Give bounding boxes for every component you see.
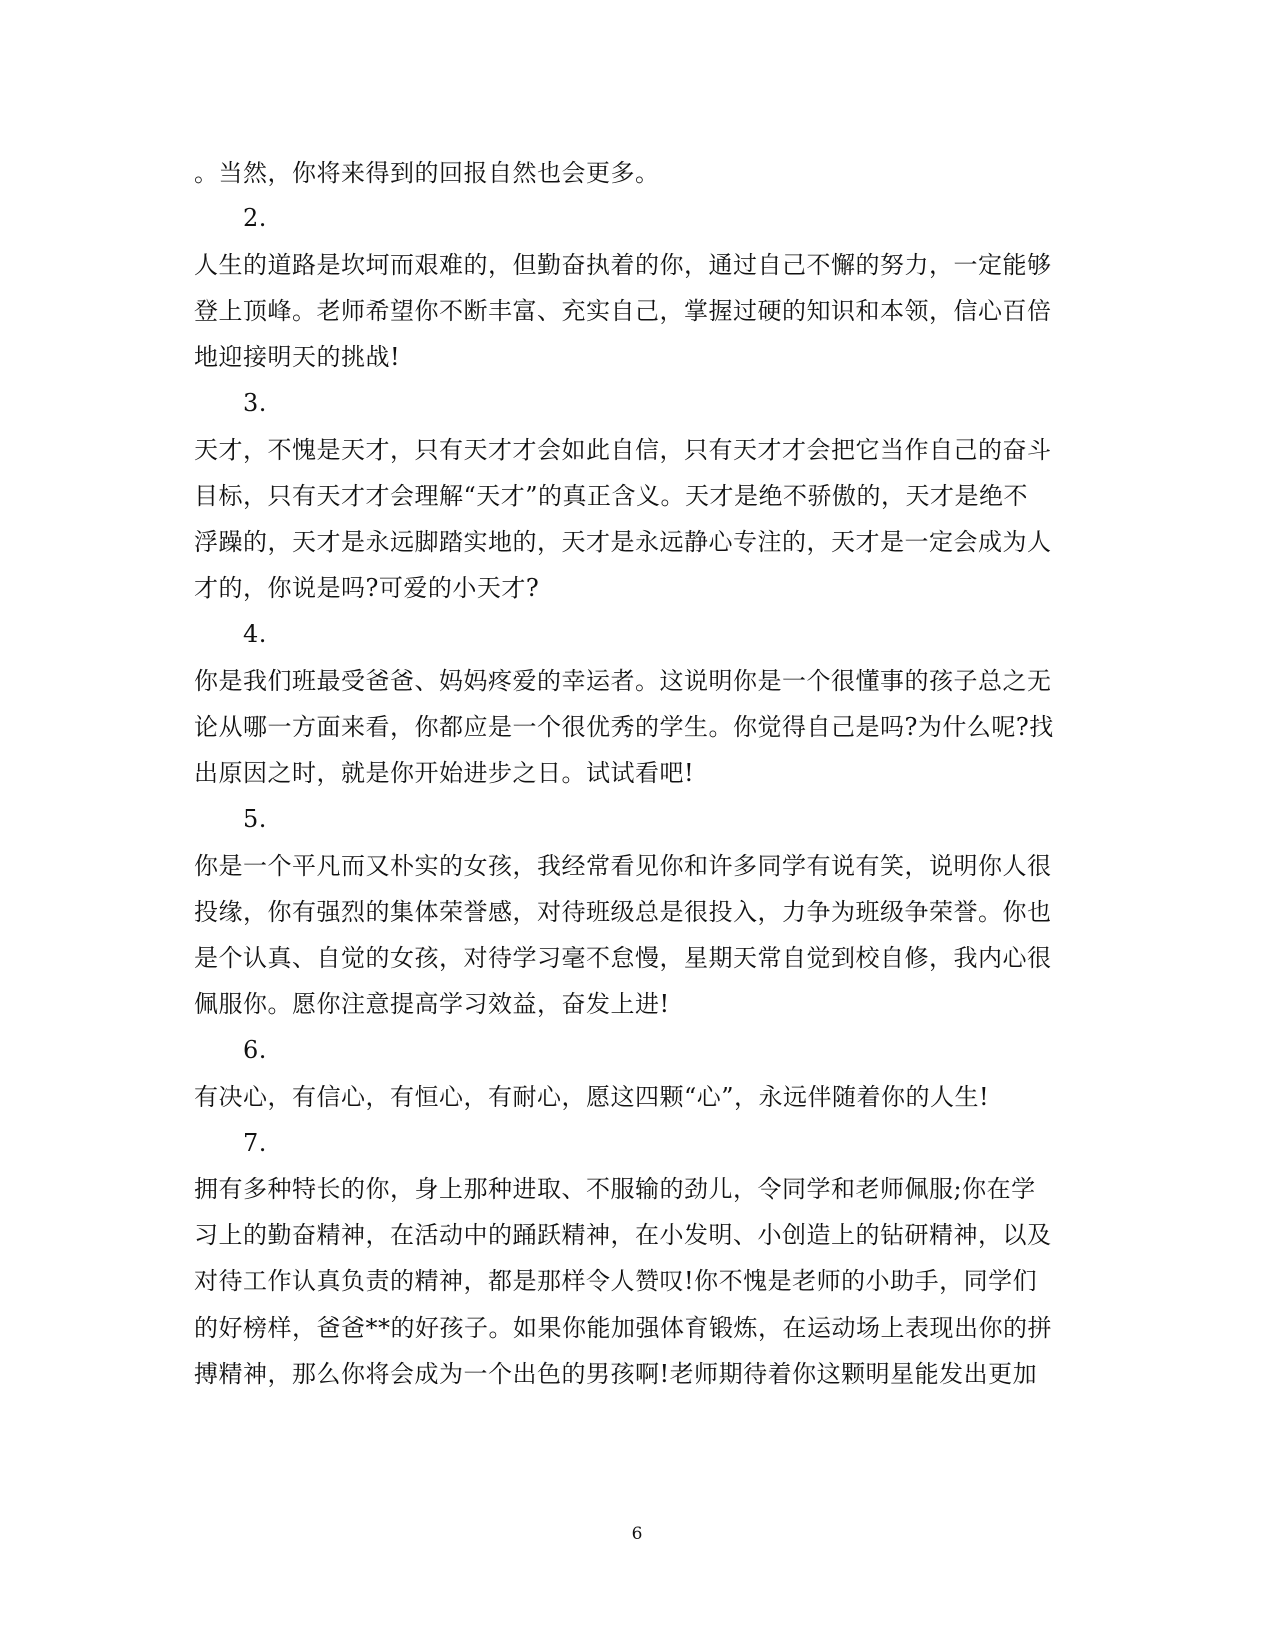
item-number: 6. xyxy=(243,1036,267,1064)
text-line: 的好榜样，爸爸**的好孩子。如果你能加强体育锻炼，在运动场上表现出你的拼 xyxy=(194,1314,1052,1342)
text-line: 出原因之时，就是你开始进步之日。试试看吧! xyxy=(194,759,695,787)
text-line: 地迎接明天的挑战! xyxy=(194,343,401,371)
text-line: 你是一个平凡而又朴实的女孩，我经常看见你和许多同学有说有笑，说明你人很 xyxy=(194,852,1052,880)
text-line: 。当然，你将来得到的回报自然也会更多。 xyxy=(194,159,660,187)
text-line: 你是我们班最受爸爸、妈妈疼爱的幸运者。这说明你是一个很懂事的孩子总之无 xyxy=(194,667,1052,695)
text-line: 习上的勤奋精神，在活动中的踊跃精神，在小发明、小创造上的钻研精神，以及 xyxy=(194,1221,1052,1249)
item-number: 5. xyxy=(243,805,267,833)
text-line: 目标，只有天才才会理解“天才”的真正含义。天才是绝不骄傲的，天才是绝不 xyxy=(194,482,1029,510)
text-line: 拥有多种特长的你，身上那种进取、不服输的劲儿，令同学和老师佩服;你在学 xyxy=(194,1175,1036,1203)
text-line: 对待工作认真负责的精神，都是那样令人赞叹!你不愧是老师的小助手，同学们 xyxy=(194,1267,1038,1295)
text-line: 佩服你。愿你注意提高学习效益，奋发上进! xyxy=(194,990,670,1018)
item-number: 7. xyxy=(243,1129,267,1157)
item-number: 3. xyxy=(243,389,267,417)
text-line: 登上顶峰。老师希望你不断丰富、充实自己，掌握过硬的知识和本领，信心百倍 xyxy=(194,297,1052,325)
text-line: 人生的道路是坎坷而艰难的，但勤奋执着的你，通过自己不懈的努力，一定能够 xyxy=(194,251,1052,279)
text-line: 是个认真、自觉的女孩，对待学习毫不怠慢，星期天常自觉到校自修，我内心很 xyxy=(194,944,1052,972)
item-number: 2. xyxy=(243,204,267,232)
text-line: 投缘，你有强烈的集体荣誉感，对待班级总是很投入，力争为班级争荣誉。你也 xyxy=(194,898,1052,926)
text-line: 搏精神，那么你将会成为一个出色的男孩啊!老师期待着你这颗明星能发出更加 xyxy=(194,1360,1038,1388)
text-line: 浮躁的，天才是永远脚踏实地的，天才是永远静心专注的，天才是一定会成为人 xyxy=(194,528,1052,556)
item-number: 4. xyxy=(243,620,267,648)
text-line: 才的，你说是吗?可爱的小天才? xyxy=(194,574,540,602)
page-number: 6 xyxy=(631,1524,643,1544)
text-line: 有决心，有信心，有恒心，有耐心，愿这四颗“心”，永远伴随着你的人生! xyxy=(194,1083,990,1111)
text-line: 天才，不愧是天才，只有天才才会如此自信，只有天才才会把它当作自己的奋斗 xyxy=(194,436,1052,464)
text-line: 论从哪一方面来看，你都应是一个很优秀的学生。你觉得自己是吗?为什么呢?找 xyxy=(194,713,1054,741)
